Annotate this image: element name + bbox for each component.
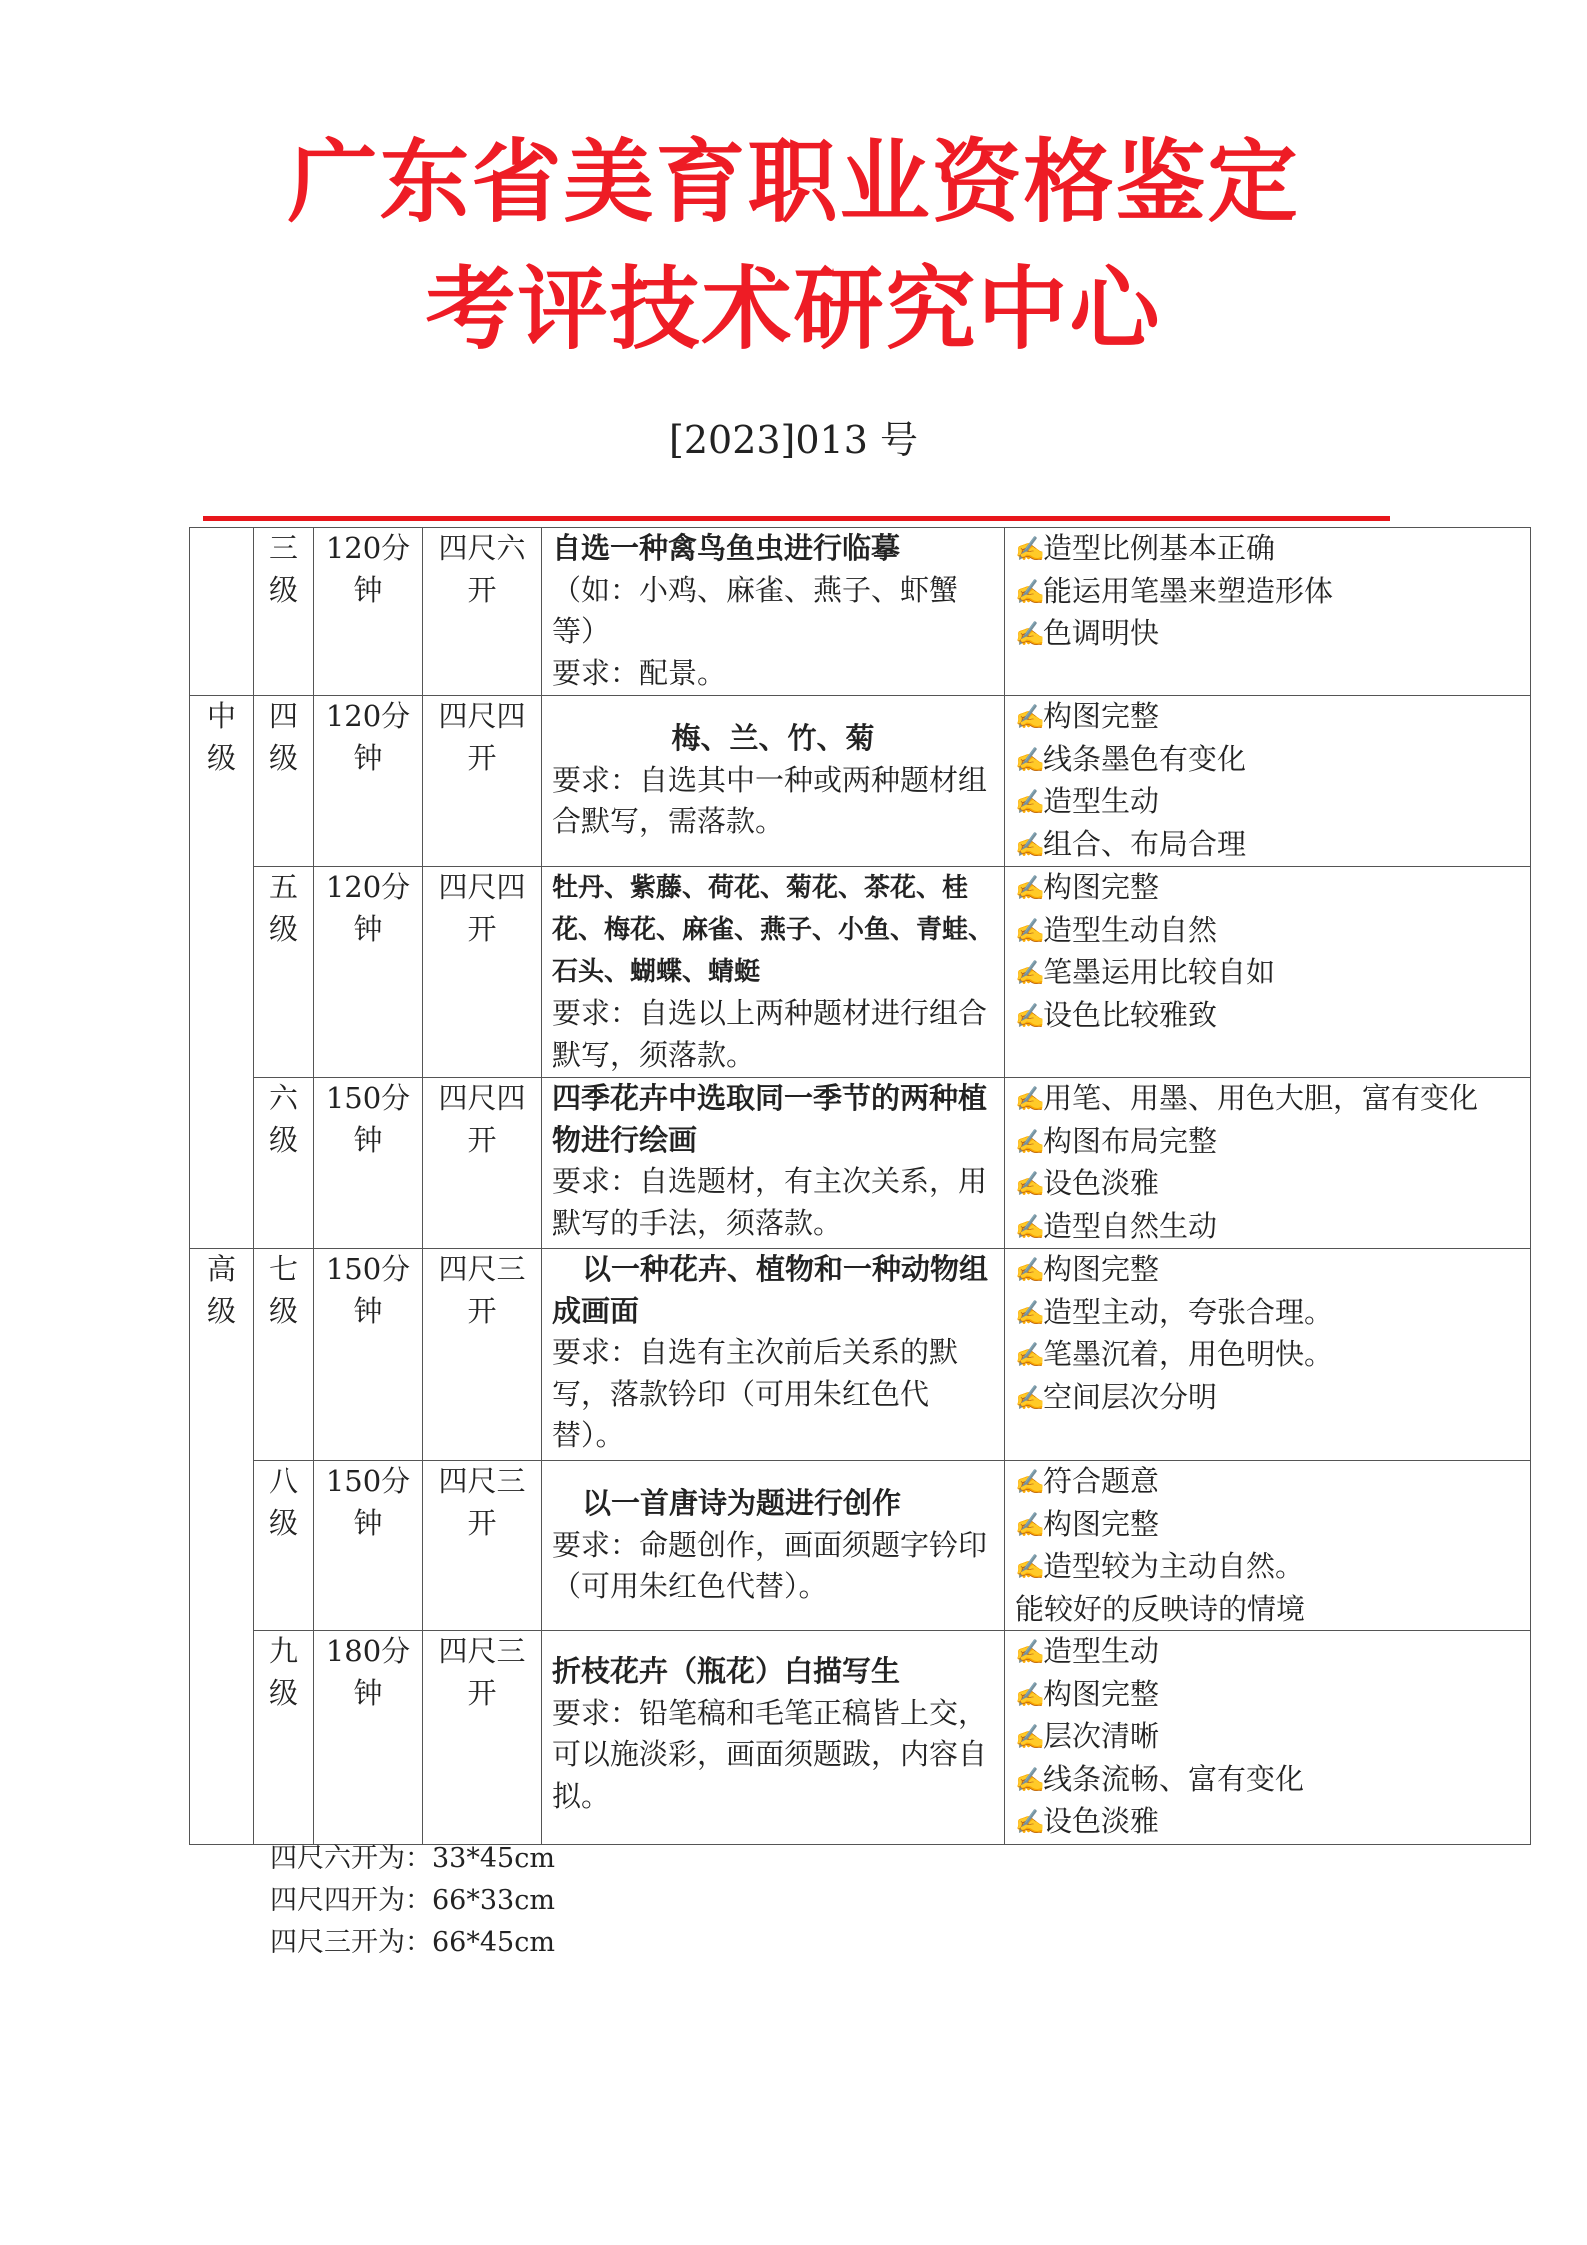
table-row: [190, 1631, 1531, 1845]
writing-hand-icon: ✍: [1015, 1680, 1045, 1709]
exam-content-cell: [542, 1631, 1005, 1845]
criteria-item: ✍设色淡雅: [1015, 1801, 1520, 1844]
writing-hand-icon: ✍: [1015, 1127, 1045, 1156]
requirement-text: 要求：自选有主次前后关系的默写，落款钤印（可用朱红色代替）。: [552, 1335, 959, 1452]
duration-cell: 150分钟: [314, 1078, 423, 1249]
exam-content-cell: [542, 1461, 1005, 1631]
writing-hand-icon: ✍: [1015, 1341, 1045, 1369]
writing-hand-icon: ✍: [1015, 620, 1045, 648]
writing-hand-icon: ✍: [1015, 703, 1045, 731]
criteria-item: ✍造型生动: [1015, 781, 1520, 824]
subject-title: 牡丹、紫藤、荷花、菊花、茶花、桂花、梅花、麻雀、燕子、小鱼、青蛙、石头、蝴蝶、蜻蜓: [552, 873, 995, 987]
duration-cell: 120分钟: [314, 528, 423, 696]
criteria-item: ✍造型生动自然: [1015, 910, 1520, 953]
duration-cell: 150分钟: [314, 1249, 423, 1461]
org-title-line2: 考评技术研究中心: [425, 257, 1162, 362]
duration-cell: 120分钟: [314, 867, 423, 1078]
table-row: [190, 1461, 1531, 1631]
writing-hand-icon: ✍: [1015, 830, 1045, 859]
paper-size-cell: 四尺三开: [423, 1631, 542, 1845]
criteria-item: ✍构图布局完整: [1015, 1121, 1520, 1164]
table-row: [190, 528, 1531, 696]
category-cell: 高级: [190, 1249, 254, 1845]
criteria-item: ✍造型生动: [1015, 1631, 1520, 1674]
criteria-item: ✍层次清晰: [1015, 1716, 1520, 1759]
criteria-item: ✍设色比较雅致: [1015, 995, 1520, 1038]
writing-hand-icon: ✍: [1015, 1765, 1045, 1794]
writing-hand-icon: ✍: [1015, 874, 1045, 902]
exam-content-cell: [542, 696, 1005, 867]
paper-size-cell: 四尺三开: [423, 1249, 542, 1461]
exam-content-cell: [542, 1249, 1005, 1461]
criteria-item: ✍造型自然生动: [1015, 1206, 1520, 1249]
document-number: [2023]013 号: [669, 418, 918, 462]
criteria-item: ✍构图完整: [1015, 1674, 1520, 1717]
requirement-text: 要求：自选以上两种题材进行组合默写，须落款。: [552, 996, 988, 1072]
writing-hand-icon: ✍: [1015, 1553, 1045, 1581]
subject-title: 折枝花卉（瓶花）白描写生: [552, 1654, 901, 1688]
subject-title: 以一种花卉、植物和一种动物组成画面: [552, 1252, 989, 1328]
paper-size-cell: 四尺四开: [423, 696, 542, 867]
criteria-cell: [1005, 1631, 1531, 1845]
duration-cell: 120分钟: [314, 696, 423, 867]
subject-title: 四季花卉中选取同一季节的两种植物进行绘画: [552, 1081, 988, 1157]
criteria-item: ✍设色淡雅: [1015, 1163, 1520, 1206]
level-cell: 四级: [254, 696, 314, 867]
paper-size-notes: [270, 1838, 555, 1964]
exam-content-cell: [542, 867, 1005, 1078]
exam-content-cell: [542, 528, 1005, 696]
duration-cell: 180分钟: [314, 1631, 423, 1845]
paper-size-note: 四尺六开为：33*45cm: [270, 1843, 555, 1874]
category-cell: [190, 528, 254, 696]
level-cell: 五级: [254, 867, 314, 1078]
table-row: [190, 867, 1531, 1078]
criteria-item: ✍构图完整: [1015, 867, 1520, 910]
criteria-item: ✍能运用笔墨来塑造形体: [1015, 571, 1520, 614]
writing-hand-icon: ✍: [1015, 1256, 1045, 1284]
level-cell: 三级: [254, 528, 314, 696]
writing-hand-icon: ✍: [1015, 916, 1045, 945]
criteria-item: 能较好的反映诗的情境: [1015, 1591, 1306, 1626]
criteria-item: ✍笔墨运用比较自如: [1015, 952, 1520, 995]
criteria-cell: [1005, 528, 1531, 696]
criteria-item: ✍造型主动，夸张合理。: [1015, 1292, 1520, 1335]
writing-hand-icon: ✍: [1015, 959, 1045, 987]
duration-cell: 150分钟: [314, 1461, 423, 1631]
exam-content-cell: [542, 1078, 1005, 1249]
criteria-item: ✍组合、布局合理: [1015, 824, 1520, 867]
writing-hand-icon: ✍: [1015, 1510, 1045, 1539]
criteria-item: ✍构图完整: [1015, 1504, 1520, 1547]
criteria-item: ✍笔墨沉着，用色明快。: [1015, 1334, 1520, 1377]
table-row: [190, 696, 1531, 867]
writing-hand-icon: ✍: [1015, 535, 1045, 563]
paper-size-note: 四尺三开为：66*45cm: [270, 1927, 555, 1958]
writing-hand-icon: ✍: [1015, 1383, 1045, 1412]
requirement-text: 要求：铅笔稿和毛笔正稿皆上交，可以施淡彩，画面须题跋，内容自拟。: [552, 1695, 988, 1813]
writing-hand-icon: ✍: [1015, 1638, 1045, 1666]
requirement-text: 要求：命题创作，画面须题字钤印（可用朱红色代替）。: [552, 1527, 988, 1603]
level-cell: 八级: [254, 1461, 314, 1631]
criteria-item: ✍造型比例基本正确: [1015, 528, 1520, 571]
criteria-item: ✍色调明快: [1015, 613, 1520, 656]
paper-size-cell: 四尺四开: [423, 1078, 542, 1249]
criteria-cell: [1005, 1249, 1531, 1461]
criteria-item: ✍造型较为主动自然。: [1015, 1546, 1520, 1589]
writing-hand-icon: ✍: [1015, 1085, 1045, 1113]
table-row: [190, 1078, 1531, 1249]
level-cell: 七级: [254, 1249, 314, 1461]
criteria-cell: [1005, 696, 1531, 867]
criteria-cell: [1005, 1078, 1531, 1249]
subject-title: 以一首唐诗为题进行创作: [582, 1486, 902, 1520]
writing-hand-icon: ✍: [1015, 745, 1045, 774]
criteria-item: ✍符合题意: [1015, 1461, 1520, 1504]
paper-size-cell: 四尺六开: [423, 528, 542, 696]
paper-size-note: 四尺四开为：66*33cm: [270, 1885, 555, 1916]
criteria-item: ✍线条墨色有变化: [1015, 739, 1520, 782]
writing-hand-icon: ✍: [1015, 788, 1045, 816]
writing-hand-icon: ✍: [1015, 577, 1045, 606]
exam-standard-table: [189, 527, 1531, 1845]
criteria-cell: [1005, 1461, 1531, 1631]
writing-hand-icon: ✍: [1015, 1808, 1045, 1836]
category-cell: 中级: [190, 696, 254, 1249]
subject-title: 自选一种禽鸟鱼虫进行临摹: [552, 531, 901, 565]
table-row: [190, 1249, 1531, 1461]
requirement-text: 要求：自选题材，有主次关系，用默写的手法，须落款。: [552, 1164, 988, 1240]
criteria-item: ✍线条流畅、富有变化: [1015, 1759, 1520, 1802]
level-cell: 九级: [254, 1631, 314, 1845]
criteria-item: ✍空间层次分明: [1015, 1377, 1520, 1420]
criteria-item: ✍构图完整: [1015, 1249, 1520, 1292]
criteria-item: ✍构图完整: [1015, 696, 1520, 739]
org-title-line1: 广东省美育职业资格鉴定: [287, 130, 1300, 235]
level-cell: 六级: [254, 1078, 314, 1249]
subject-title: 梅、兰、竹、菊: [671, 721, 875, 755]
requirement-text: 要求：自选其中一种或两种题材组合默写，需落款。: [552, 762, 988, 838]
paper-size-cell: 四尺四开: [423, 867, 542, 1078]
paper-size-cell: 四尺三开: [423, 1461, 542, 1631]
writing-hand-icon: ✍: [1015, 1723, 1045, 1751]
subject-detail: （如：小鸡、麻雀、燕子、虾蟹等）: [552, 572, 959, 648]
writing-hand-icon: ✍: [1015, 1001, 1045, 1030]
writing-hand-icon: ✍: [1015, 1212, 1045, 1241]
writing-hand-icon: ✍: [1015, 1170, 1045, 1198]
red-divider-rule: [203, 516, 1390, 521]
requirement-text: 要求：配景。: [552, 655, 727, 690]
writing-hand-icon: ✍: [1015, 1298, 1045, 1327]
writing-hand-icon: ✍: [1015, 1468, 1045, 1496]
criteria-item: ✍用笔、用墨、用色大胆，富有变化: [1015, 1078, 1520, 1121]
criteria-cell: [1005, 867, 1531, 1078]
